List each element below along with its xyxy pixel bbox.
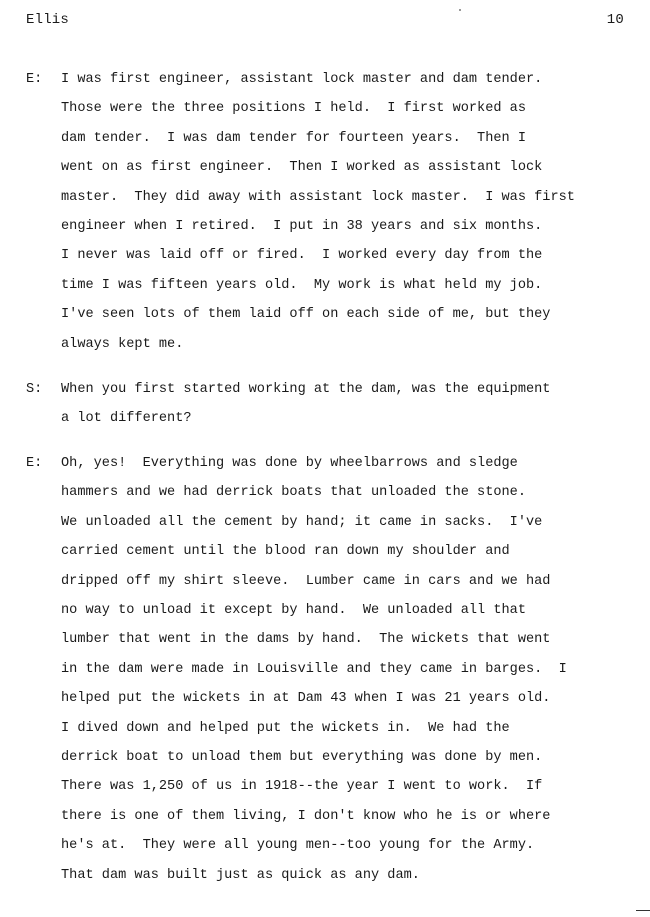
transcript-line: there is one of them living, I don't know who he is or where bbox=[61, 808, 551, 824]
transcript-line: I never was laid off or fired. I worked every day from the bbox=[61, 248, 543, 264]
transcript-line: a lot different? bbox=[61, 411, 192, 427]
transcript-line: That dam was built just as quick as any dam. bbox=[61, 867, 420, 883]
speaker-label: E: bbox=[26, 456, 43, 471]
transcript-line: derrick boat to unload them but everything was done by men. bbox=[61, 750, 543, 765]
transcript-line: master. They did away with assistant lock master. I was first bbox=[61, 189, 575, 205]
page-number: 10 bbox=[606, 12, 624, 28]
transcript-line: There was 1,250 of us in 1918--the year I went to work. If bbox=[61, 779, 543, 795]
transcript-line: time I was fifteen years old. My work is what held my job. bbox=[61, 277, 543, 293]
transcript-line: Those were the three positions I held. I first worked as bbox=[61, 101, 526, 117]
transcript-line: went on as first engineer. Then I worked as assistant lock bbox=[61, 160, 543, 176]
transcript-line: engineer when I retired. I put in 38 years and six months. bbox=[61, 219, 543, 234]
transcript-line: lumber that went in the dams by hand. The wickets that went bbox=[61, 632, 551, 648]
transcript-line: in the dam were made in Louisville and they came in barges. I bbox=[61, 661, 567, 677]
transcript-line: he's at. They were all young men--too young for the Army. bbox=[61, 838, 535, 854]
transcript-line: I've seen lots of them laid off on each side of me, but they bbox=[61, 307, 551, 323]
transcript-line: helped put the wickets in at Dam 43 when I was 21 years old. bbox=[61, 691, 551, 707]
speaker-label: S: bbox=[26, 382, 43, 397]
transcript-line: dam tender. I was dam tender for fourteen years. Then I bbox=[61, 130, 526, 146]
transcript-line: When you first started working at the dam, was the equipment bbox=[61, 382, 551, 397]
transcript-line: We unloaded all the cement by hand; it came in sacks. I've bbox=[61, 514, 543, 530]
transcript-line: dripped off my shirt sleeve. Lumber came in cars and we had bbox=[61, 573, 551, 589]
transcript-line: hammers and we had derrick boats that unloaded the stone. bbox=[61, 485, 526, 501]
header-name: Ellis bbox=[26, 12, 70, 28]
transcript-line: carried cement until the blood ran down my shoulder and bbox=[61, 544, 510, 560]
scan-speck bbox=[459, 9, 461, 11]
speaker-label: E: bbox=[26, 72, 43, 87]
transcript-line: Oh, yes! Everything was done by wheelbarrows and sledge bbox=[61, 456, 518, 471]
transcript-line: I dived down and helped put the wickets in. We had the bbox=[61, 720, 510, 736]
transcript-line: always kept me. bbox=[61, 336, 184, 352]
transcript-line: I was first engineer, assistant lock master and dam tender. bbox=[61, 72, 543, 87]
transcript-line: no way to unload it except by hand. We unloaded all that bbox=[61, 603, 526, 618]
page-edge-mark bbox=[636, 910, 650, 911]
